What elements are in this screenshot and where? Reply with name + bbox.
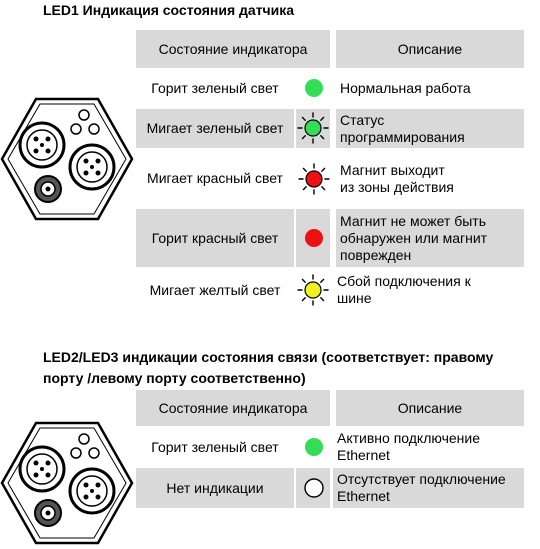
led-solid-green-icon [298,72,330,104]
led-blinking-yellow-icon [297,274,329,306]
row-state: Горит зеленый свет [151,438,279,455]
row-description-text: Сбой подключения к шине [337,273,471,306]
row-state: Мигает красный свет [147,170,283,186]
row-description [333,269,524,311]
led-blinking-red-icon [298,163,330,195]
device-drawing-2 [0,421,134,545]
row-state: Горит красный свет [136,209,294,267]
row-description [336,209,524,267]
row-description [336,150,524,207]
row-state: Нет индикации [136,468,294,508]
section2-title-line2: порту /левому порту соответственно) [43,370,306,386]
row-description-text: Активно подключение Ethernet [337,430,480,463]
header-state: Состояние индикатора [136,390,330,426]
row-description-text: Магнит выходит из зоны действия [340,161,454,195]
header-description: Описание [336,30,524,68]
led-blinking-green-icon [297,112,329,144]
led-off-icon [298,472,330,504]
led-solid-green-icon [298,431,330,463]
row-state: Горит зеленый свет [151,80,279,96]
row-description [333,468,524,508]
row-state: Мигает желтый свет [149,281,281,298]
row-state: Мигает зеленый свет [136,109,294,148]
row-description-text: Статус программирования [340,111,465,145]
device-drawing-1 [0,97,134,221]
row-description: Нормальная работа [340,80,471,96]
row-description-text: Отсутствует подключение Ethernet [337,471,506,504]
row-description [336,109,524,148]
section2-title-line1: LED2/LED3 индикации состояния связи (соответствует: правому [43,349,494,365]
led-solid-red-icon [298,222,330,254]
header-description: Описание [336,390,524,426]
row-description [333,428,524,466]
row-description-text: Магнит не может быть обнаружен или магнит поврежден [340,212,488,263]
section1-title: LED1 Индикация состояния датчика [43,2,295,18]
header-state: Состояние индикатора [136,30,330,68]
